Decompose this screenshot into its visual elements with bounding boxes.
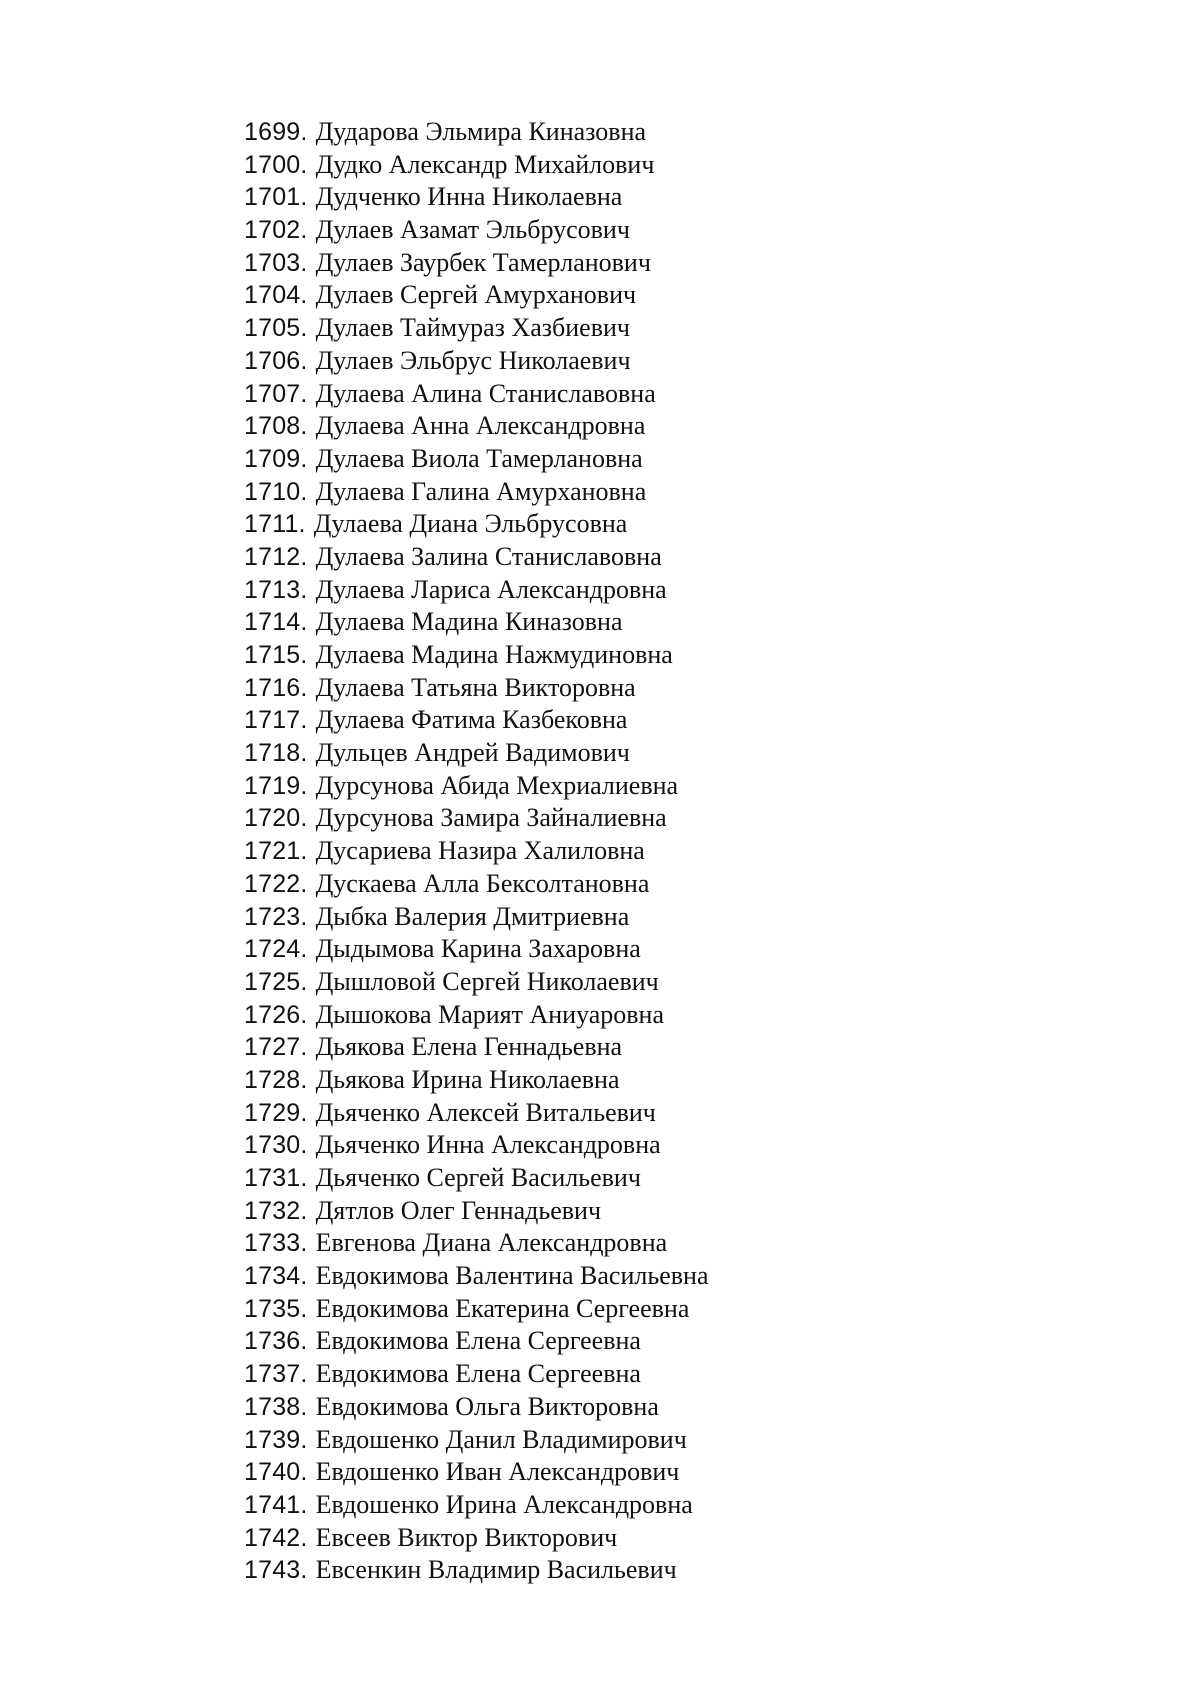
list-item [244, 1260, 708, 1293]
entry-name: Дусариева Назира Халиловна [315, 836, 645, 866]
list-item [244, 868, 708, 901]
entry-number: 1711. [244, 510, 306, 539]
entry-name: Дурсунова Абида Мехриалиевна [315, 770, 679, 800]
entry-name: Евдошенко Ирина Александровна [315, 1489, 693, 1519]
entry-number: 1738. [244, 1392, 308, 1421]
list-item [244, 1031, 708, 1064]
entry-number: 1736. [244, 1327, 308, 1356]
entry-number: 1727. [244, 1033, 308, 1062]
entry-name: Дулаева Татьяна Викторовна [315, 672, 636, 702]
list-item [244, 901, 708, 934]
list-item [244, 116, 708, 149]
entry-number: 1716. [244, 673, 308, 702]
entry-name: Евдокимова Екатерина Сергеевна [315, 1293, 690, 1323]
list-item [244, 802, 708, 835]
entry-name: Дьякова Елена Геннадьевна [315, 1032, 623, 1062]
entry-name: Дыдымова Карина Захаровна [315, 934, 641, 964]
entry-name: Дьяченко Алексей Витальевич [315, 1097, 656, 1127]
entry-name: Дулаев Заурбек Тамерланович [315, 247, 651, 277]
list-item [244, 214, 708, 247]
entry-number: 1710. [244, 477, 308, 506]
entry-number: 1718. [244, 739, 308, 768]
entry-name: Дулаев Сергей Амурханович [315, 280, 637, 310]
list-item [244, 149, 708, 182]
entry-name: Дыбка Валерия Дмитриевна [315, 901, 630, 931]
entry-name: Дулаева Мадина Нажмудиновна [315, 640, 673, 669]
entry-name: Дулаев Азамат Эльбрусович [315, 215, 630, 245]
list-item [244, 1554, 708, 1587]
list-item [244, 476, 708, 509]
entry-number: 1740. [244, 1458, 308, 1487]
entry-name: Дускаева Алла Бексолтановна [315, 868, 650, 898]
list-item [244, 704, 708, 737]
entry-number: 1739. [244, 1425, 308, 1454]
entry-name: Дьякова Ирина Николаевна [315, 1064, 620, 1094]
entry-name: Евдокимова Елена Сергеевна [315, 1326, 641, 1356]
list-item [244, 410, 708, 443]
list-item [244, 835, 708, 868]
entry-name: Дышокова Марият Аниуаровна [315, 999, 664, 1029]
entry-name: Дульцев Андрей Вадимович [315, 738, 630, 768]
list-item [244, 443, 708, 476]
entry-number: 1702. [244, 216, 308, 245]
list-item [244, 574, 708, 607]
entry-number: 1701. [244, 183, 308, 212]
list-item [244, 1293, 708, 1326]
entry-number: 1715. [244, 641, 308, 669]
entry-number: 1706. [244, 346, 308, 375]
entry-number: 1707. [244, 379, 308, 408]
entry-number: 1708. [244, 412, 308, 441]
list-item [244, 606, 708, 639]
list-item [244, 1424, 708, 1457]
list-item [244, 1227, 708, 1260]
entry-name: Дулаев Таймураз Хазбиевич [315, 313, 630, 343]
entry-number: 1717. [244, 706, 308, 735]
name-list [244, 116, 708, 1587]
entry-number: 1731. [244, 1164, 308, 1192]
entry-number: 1719. [244, 771, 308, 800]
entry-number: 1705. [244, 314, 308, 343]
list-item [244, 1489, 708, 1522]
entry-name: Евсенкин Владимир Васильевич [315, 1555, 677, 1585]
entry-number: 1737. [244, 1360, 308, 1389]
list-item [244, 279, 708, 312]
list-item [244, 639, 708, 672]
entry-number: 1709. [244, 444, 308, 473]
entry-number: 1713. [244, 575, 308, 604]
entry-number: 1712. [244, 542, 308, 571]
entry-number: 1734. [244, 1262, 308, 1291]
list-item [244, 966, 708, 999]
entry-number: 1733. [244, 1229, 308, 1258]
entry-name: Дулаева Фатима Казбековна [315, 705, 628, 735]
entry-number: 1703. [244, 248, 308, 277]
entry-name: Дудченко Инна Николаевна [315, 182, 623, 212]
entry-name: Дулаева Виола Тамерлановна [315, 443, 643, 473]
list-item [244, 999, 708, 1032]
entry-number: 1724. [244, 935, 308, 964]
entry-name: Дятлов Олег Геннадьевич [315, 1195, 602, 1225]
list-item [244, 247, 708, 280]
entry-number: 1722. [244, 869, 308, 898]
list-item [244, 1358, 708, 1391]
list-item [244, 1456, 708, 1489]
list-item [244, 770, 708, 803]
list-item [244, 737, 708, 770]
entry-name: Дулаева Алина Станиславовна [315, 378, 656, 408]
entry-name: Дьяченко Сергей Васильевич [315, 1163, 641, 1192]
list-item [244, 1195, 708, 1228]
entry-name: Евсеев Виктор Викторович [315, 1522, 618, 1552]
entry-name: Дулаева Галина Амурхановна [315, 476, 647, 506]
entry-number: 1730. [244, 1131, 308, 1160]
list-item [244, 378, 708, 411]
entry-name: Евдошенко Данил Владимирович [315, 1424, 687, 1454]
entry-name: Дудко Александр Михайлович [315, 149, 655, 179]
list-item [244, 312, 708, 345]
entry-number: 1735. [244, 1294, 308, 1323]
entry-number: 1714. [244, 608, 308, 637]
list-item [244, 933, 708, 966]
entry-name: Дулаева Диана Эльбрусовна [313, 509, 628, 539]
entry-number: 1700. [244, 150, 308, 179]
entry-name: Евдокимова Ольга Викторовна [315, 1391, 659, 1421]
entry-name: Дулаева Залина Станиславовна [315, 541, 662, 571]
list-item [244, 541, 708, 574]
list-item [244, 1325, 708, 1358]
list-item [244, 1097, 708, 1130]
entry-number: 1721. [244, 837, 308, 866]
entry-name: Евдокимова Елена Сергеевна [315, 1359, 641, 1389]
entry-number: 1732. [244, 1196, 308, 1225]
entry-name: Дьяченко Инна Александровна [315, 1130, 661, 1160]
list-item [244, 1064, 708, 1097]
entry-name: Дулаева Лариса Александровна [315, 574, 667, 604]
entry-number: 1725. [244, 967, 308, 996]
entry-name: Дулаев Эльбрус Николаевич [315, 345, 631, 375]
entry-number: 1720. [244, 804, 308, 833]
list-item [244, 1162, 708, 1195]
entry-number: 1723. [244, 902, 308, 931]
entry-name: Дулаева Анна Александровна [315, 411, 646, 441]
list-item [244, 1391, 708, 1424]
entry-number: 1741. [244, 1490, 308, 1519]
entry-name: Дударова Эльмира Киназовна [315, 117, 647, 146]
list-item [244, 508, 708, 541]
entry-name: Дурсунова Замира Зайналиевна [315, 803, 667, 833]
entry-number: 1704. [244, 281, 308, 310]
entry-number: 1728. [244, 1065, 308, 1094]
entry-name: Евдошенко Иван Александрович [315, 1457, 680, 1487]
entry-number: 1726. [244, 1000, 308, 1029]
entry-number: 1743. [244, 1556, 308, 1585]
entry-name: Евгенова Диана Александровна [315, 1228, 668, 1258]
list-item [244, 1129, 708, 1162]
list-item [244, 181, 708, 214]
entry-name: Евдокимова Валентина Васильевна [315, 1261, 709, 1291]
entry-number: 1729. [244, 1098, 308, 1127]
list-item [244, 672, 708, 705]
list-item [244, 1522, 708, 1555]
entry-number: 1742. [244, 1523, 308, 1552]
list-item [244, 345, 708, 378]
entry-name: Дышловой Сергей Николаевич [315, 966, 659, 996]
entry-name: Дулаева Мадина Киназовна [315, 607, 623, 637]
entry-number: 1699. [244, 118, 308, 146]
